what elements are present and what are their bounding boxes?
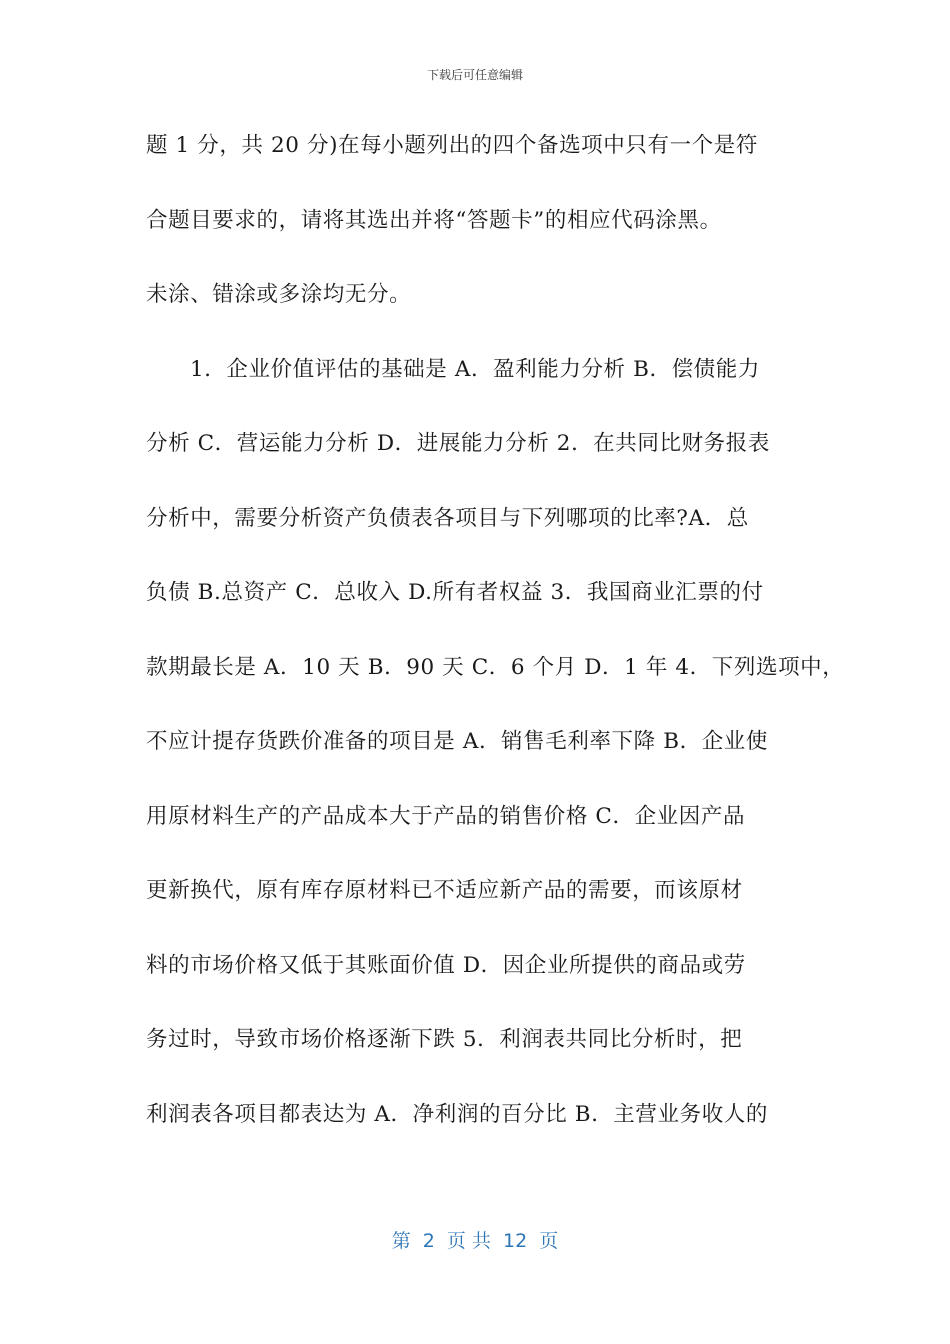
page-header-note: 下载后可任意编辑 [426, 68, 523, 82]
text-line: 负债 B.总资产 C．总收入 D.所有者权益 3．我国商业汇票的付 [146, 580, 764, 605]
text-line: 1．企业价值评估的基础是 A．盈利能力分析 B．偿债能力 [190, 356, 760, 382]
text-line: 更新换代，原有库存原材料已不适应新产品的需要，而该原材 [146, 878, 743, 903]
page-number-footer: 第 2 页 共 12 页 [391, 1230, 559, 1252]
text-line: 分析中，需要分析资产负债表各项目与下列哪项的比率?A．总 [146, 505, 749, 531]
document-body [146, 118, 845, 1161]
text-line: 未涂、错涂或多涂均无分。 [146, 282, 412, 307]
text-line: 利润表各项目都表达为 A．净利润的百分比 B．主营业务收人的 [146, 1101, 768, 1127]
text-line: 款期最长是 A．10 天 B．90 天 C．6 个月 D．1 年 4．下列选项中， [146, 654, 845, 680]
text-line: 合题目要求的，请将其选出并将“答题卡”的相应代码涂黑。 [146, 207, 722, 233]
text-line: 用原材料生产的产品成本大于产品的销售价格 C．企业因产品 [146, 803, 746, 829]
text-line: 不应计提存货跌价准备的项目是 A．销售毛利率下降 B．企业使 [146, 729, 768, 754]
text-line: 料的市场价格又低于其账面价值 D．因企业所提供的商品或劳 [146, 952, 746, 978]
text-line: 题 1 分，共 20 分)在每小题列出的四个备选项中只有一个是符 [146, 133, 758, 158]
text-line: 务过时，导致市场价格逐渐下跌 5．利润表共同比分析时，把 [146, 1027, 743, 1052]
text-line: 分析 C．营运能力分析 D．进展能力分析 2．在共同比财务报表 [146, 431, 770, 456]
